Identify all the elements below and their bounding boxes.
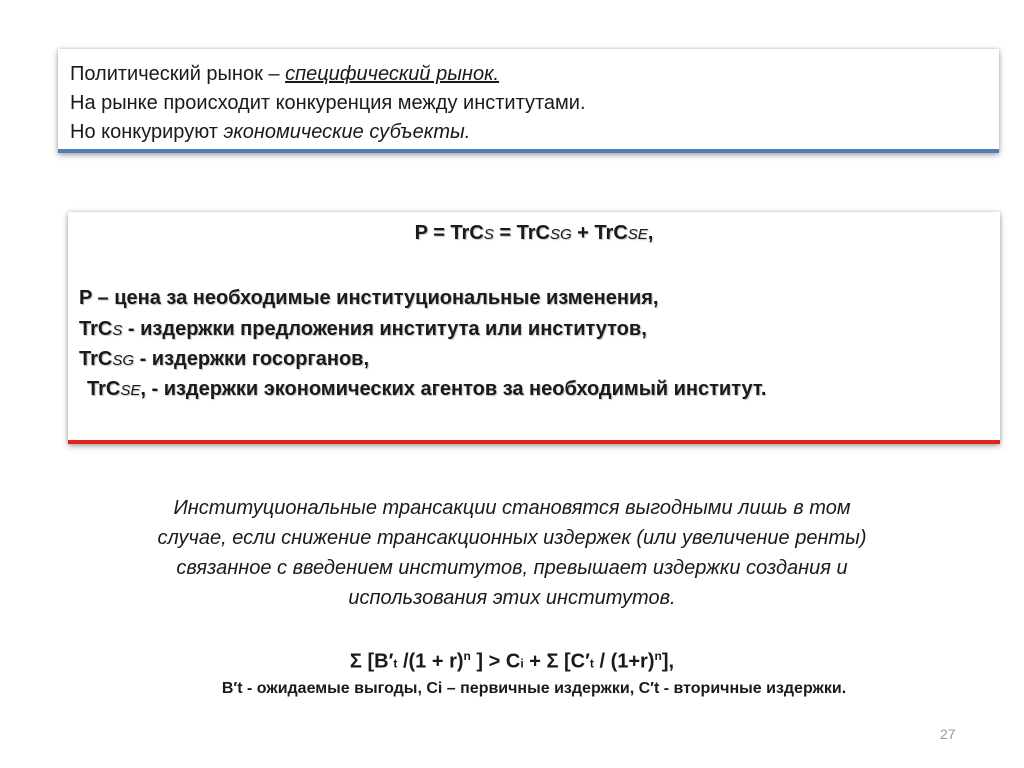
statement-line-1 [70,60,999,89]
statement-line-3-text: Но конкурируют [70,121,224,143]
def-trcse-sub: SE [120,382,141,399]
sum-sup-n2: n [654,649,662,663]
explanation-paragraph [70,493,954,613]
statement-line-1-text: Политический рынок – [70,63,286,85]
def-trcsg [79,348,369,371]
sum-part-3: ] > C [470,650,521,673]
def-trcse [87,378,766,401]
page-number: 27 [940,726,956,742]
price-formula [68,222,1000,245]
paragraph-line-4: использования этих институтов. [348,587,676,609]
statement-line-3-emphasis: экономические субъекты. [223,121,471,143]
def-trcsg-base: TrC [79,348,113,370]
sum-sup-n1: n [463,649,471,663]
sum-sub-t1: t [393,656,398,671]
def-trcsg-text: - издержки госорганов, [134,348,370,370]
formula-sub-se: SE [627,226,648,243]
statement-line-2: На рынке происходит конкуренция между институтами. [70,92,586,114]
def-trcse-base: TrC [87,378,121,400]
formula-p: P = TrC [414,222,484,244]
sum-part-1: Σ [B′ [349,650,394,673]
formula-plus: + TrC [571,222,628,244]
def-trcs [79,318,647,341]
sum-sub-t2: t [589,656,594,671]
benefit-cost-formula [0,649,1024,674]
formula-legend: B′t - ожидаемые выгоды, Ci – первичные издержки, C′t - вторичные издержки. [221,680,847,697]
sum-part-2: /(1 + r) [397,650,464,673]
formula-comma: , [647,222,654,244]
formula-box [68,212,1000,444]
sum-part-5: / (1+r) [593,650,655,673]
paragraph-line-2: случае, если снижение трансакционных издержек (или увеличение ренты) [157,527,867,549]
def-trcs-base: TrC [79,318,113,340]
formula-sub-s: S [483,226,494,243]
def-trcs-text: - издержки предложения института или институтов, [122,318,647,340]
paragraph-line-1: Институциональные трансакции становятся выгодными лишь в том [173,497,851,519]
def-trcsg-sub: SG [112,352,135,369]
def-trcs-sub: S [112,322,123,339]
statement-line-3 [70,118,999,147]
sum-part-4: + Σ [C′ [523,650,590,673]
formula-eq: = TrC [493,222,550,244]
def-trcse-text: , - издержки экономических агентов за необходимый институт. [140,378,767,400]
statement-box [58,49,999,153]
sum-sub-i: i [520,656,524,671]
def-p: P – цена за необходимые институциональные изменения, [79,287,659,309]
sum-part-6: ], [661,650,675,673]
statement-line-1-emphasis: специфический рынок. [285,63,500,85]
formula-sub-sg: SG [549,226,572,243]
paragraph-line-3: связанное с введением институтов, превышает издержки создания и [176,557,848,579]
